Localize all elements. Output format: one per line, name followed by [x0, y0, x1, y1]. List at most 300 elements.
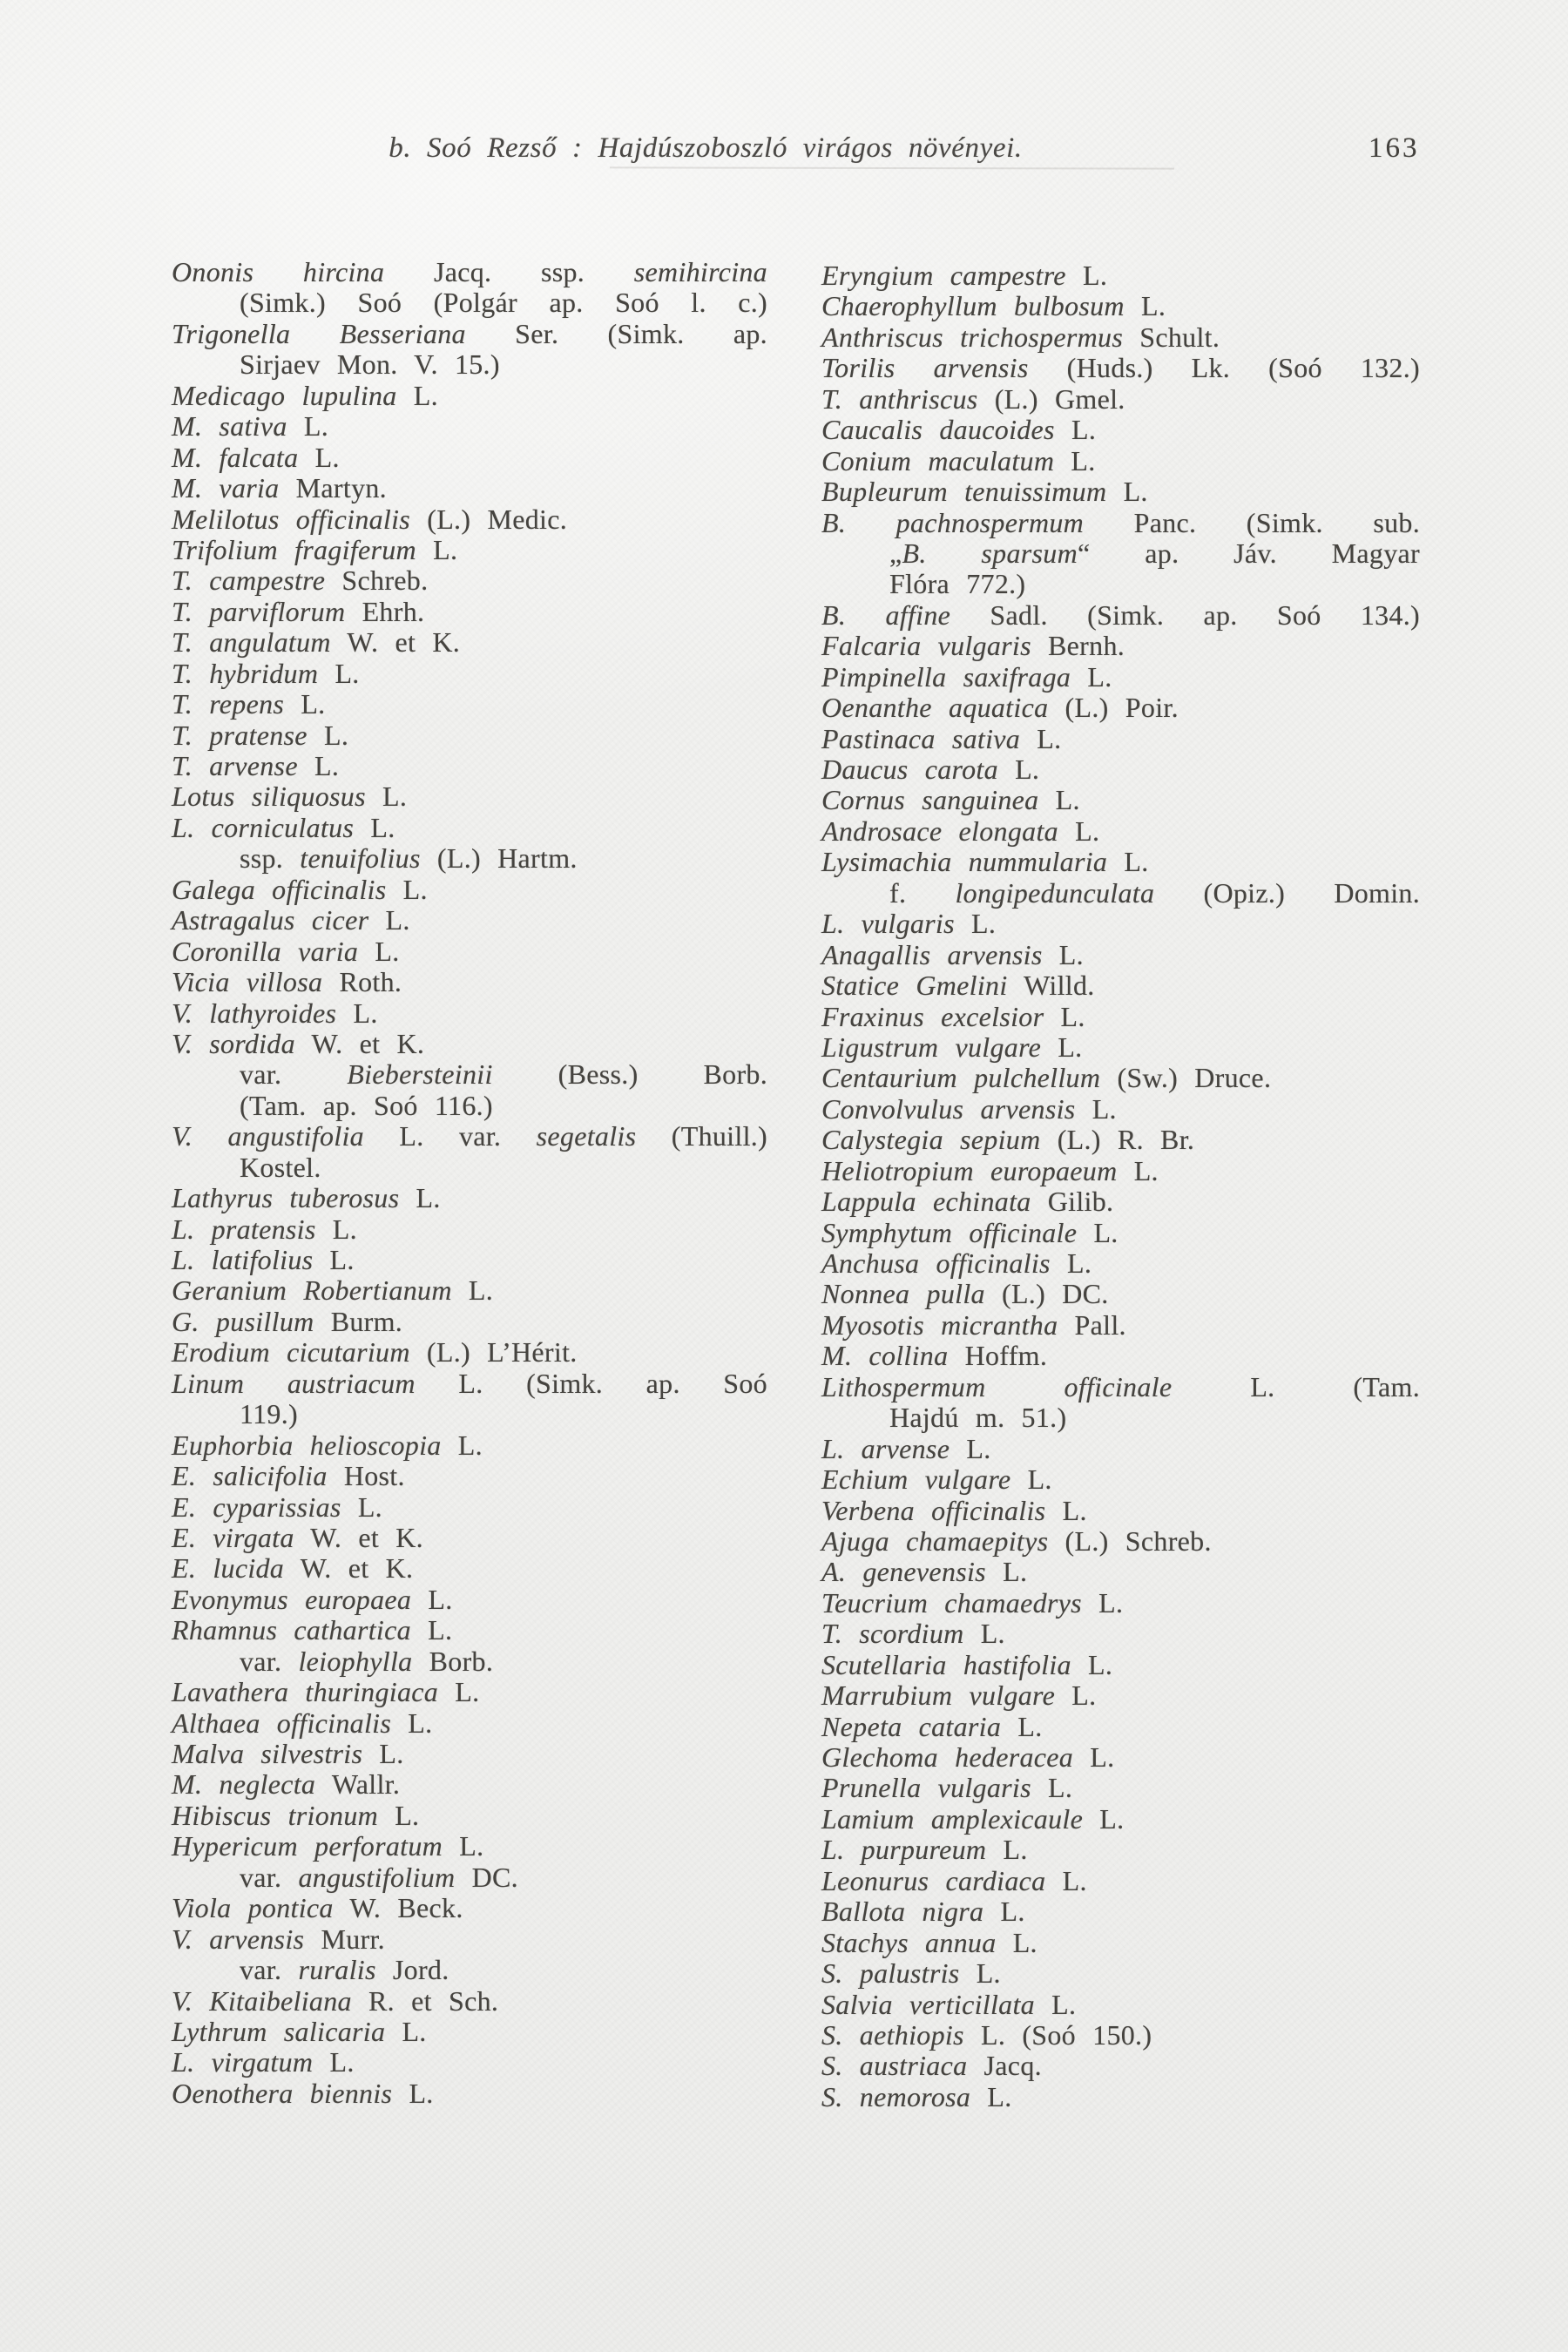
species-entry: [821, 1063, 1420, 1093]
author-citation-roman: (L.) Schreb.: [1048, 1524, 1212, 1557]
species-name-italic: Ajuga chamaepitys: [821, 1524, 1049, 1557]
species-entry: [821, 847, 1420, 877]
species-entry: [821, 2051, 1420, 2081]
species-name-italic: Torilis arvensis: [821, 352, 1029, 384]
species-name-italic: Heliotropium europaeum: [821, 1154, 1118, 1186]
species-name-italic: segetalis: [536, 1120, 637, 1152]
author-citation-roman: L.: [1075, 1092, 1117, 1125]
species-entry: [821, 2020, 1420, 2051]
species-entry: [172, 2047, 767, 2078]
species-entry: [821, 1218, 1420, 1248]
author-citation-roman: L.: [1073, 1741, 1115, 1773]
author-citation-roman: L.: [954, 908, 997, 940]
species-entry: [172, 659, 767, 689]
species-entry: [172, 689, 767, 720]
author-citation-roman: L.: [950, 1432, 991, 1464]
species-name-italic: Biebersteinii: [347, 1058, 493, 1091]
species-entry: [821, 569, 1420, 599]
species-entry: [821, 2082, 1420, 2112]
species-entry: [821, 353, 1420, 383]
species-name-italic: Myosotis micrantha: [821, 1308, 1058, 1341]
species-name-italic: T. campestre: [172, 564, 326, 597]
species-entry: [821, 446, 1420, 476]
species-name-italic: Rhamnus cathartica: [172, 1614, 411, 1646]
species-name-italic: E. virgata: [172, 1521, 294, 1553]
species-name-italic: Medicago lupulina: [172, 379, 397, 411]
author-citation-roman: L.: [1054, 414, 1097, 446]
species-name-italic: semihircina: [633, 256, 767, 287]
species-name-italic: Cornus sanguinea: [821, 784, 1039, 816]
species-name-italic: Lavathera thuringiaca: [172, 1676, 439, 1708]
species-entry: [821, 508, 1420, 538]
species-entry: [172, 1585, 767, 1615]
author-citation-roman: (Simk.) Soó (Polgár ap. Soó l. c.): [240, 287, 767, 319]
species-name-italic: A. genevensis: [821, 1556, 986, 1588]
species-entry: [172, 1461, 767, 1491]
author-citation-roman: L.: [365, 781, 408, 813]
species-name-italic: L. purpureum: [821, 1834, 987, 1866]
author-citation-roman: L.: [354, 811, 395, 843]
author-citation-roman: L.: [410, 1614, 453, 1646]
author-citation-roman: L.: [1124, 290, 1166, 322]
species-entry: [821, 415, 1420, 445]
species-name-italic: Lamium amplexicaule: [821, 1802, 1084, 1835]
species-entry: [821, 1125, 1420, 1155]
species-entry: [821, 476, 1420, 507]
author-citation-roman: Hajdú m. 51.): [889, 1402, 1067, 1434]
author-citation-roman: L.: [1038, 784, 1080, 816]
species-name-italic: B. affine: [821, 598, 951, 631]
author-citation-roman: Schult.: [1123, 321, 1220, 353]
author-citation-roman: L.: [1106, 476, 1148, 508]
species-entry: [821, 724, 1420, 754]
species-name-italic: Teucrium chamaedrys: [821, 1586, 1082, 1619]
species-entry: [172, 1677, 767, 1707]
author-citation-roman: Flóra 772.): [889, 568, 1026, 600]
species-entry: [172, 1091, 767, 1121]
species-entry: [821, 1896, 1420, 1927]
species-entry: [172, 349, 767, 380]
running-title: b. Soó Rezső : Hajdúszoboszló virágos növényei.: [389, 132, 1023, 164]
author-citation-roman: L.: [385, 2015, 427, 2047]
species-entry: [821, 1402, 1420, 1433]
species-name-italic: T. repens: [172, 688, 285, 720]
author-citation-roman: Jacq.: [967, 2050, 1042, 2082]
author-citation-roman: f.: [889, 876, 956, 909]
species-name-italic: Evonymus europaea: [172, 1583, 412, 1615]
page-number: 163: [1369, 132, 1420, 164]
author-citation-roman: L.: [970, 2080, 1012, 2112]
species-name-italic: Marrubium vulgare: [821, 1680, 1056, 1712]
species-entry: [172, 381, 767, 411]
author-citation-roman: L.: [997, 754, 1040, 785]
species-entry: [821, 291, 1420, 321]
species-entry: [821, 1650, 1420, 1680]
author-citation-roman: (L.) Medic.: [410, 503, 568, 535]
species-name-italic: V. Kitaibeliana: [172, 1984, 352, 2017]
species-entry: [821, 1557, 1420, 1587]
species-name-italic: Trifolium fragiferum: [172, 533, 416, 565]
species-name-italic: E. cyparissias: [172, 1490, 341, 1523]
author-citation-roman: L. (Soó 150.): [963, 2018, 1152, 2051]
species-name-italic: Lappula echinata: [821, 1186, 1031, 1218]
species-entry: [172, 1307, 767, 1337]
author-citation-roman: L.: [315, 1213, 357, 1245]
author-citation-roman: Jord.: [375, 1954, 449, 1986]
species-name-italic: T. hybridum: [172, 657, 319, 689]
species-name-italic: Leonurus cardiaca: [821, 1864, 1046, 1896]
species-entry: [172, 1183, 767, 1213]
author-citation-roman: (Opiz.) Domin.: [1154, 876, 1421, 909]
species-entry: [172, 411, 767, 442]
author-citation-roman: L.: [396, 379, 438, 411]
species-entry: [821, 754, 1420, 785]
species-name-italic: Conium maculatum: [821, 444, 1055, 476]
species-name-italic: Melilotus officinalis: [172, 503, 411, 535]
author-citation-roman: Roth.: [322, 966, 402, 998]
species-entry: [172, 1152, 767, 1183]
author-citation-roman: L.: [1045, 1864, 1087, 1896]
author-citation-roman: L.: [399, 1182, 441, 1214]
species-name-italic: Androsace elongata: [821, 814, 1058, 847]
author-citation-roman: L.: [287, 410, 329, 443]
species-name-italic: Calystegia sepium: [821, 1124, 1041, 1156]
species-name-italic: M. collina: [821, 1340, 949, 1372]
author-citation-roman: L.: [1117, 1154, 1159, 1186]
species-entry: [172, 1214, 767, 1245]
species-name-italic: Lotus siliquosus: [172, 781, 366, 813]
species-name-italic: B. sparsum: [902, 537, 1078, 569]
author-citation-roman: L.: [1042, 938, 1084, 970]
author-citation-roman: Host.: [327, 1460, 405, 1492]
species-entry: [172, 1029, 767, 1059]
species-name-italic: Nonnea pulla: [821, 1278, 985, 1310]
species-name-italic: Euphorbia helioscopia: [172, 1429, 442, 1461]
author-citation-roman: L.: [1041, 1031, 1083, 1063]
species-entry: [821, 1835, 1420, 1865]
species-entry: [172, 1553, 767, 1584]
species-name-italic: Galega officinalis: [172, 873, 387, 905]
species-entry: [172, 1769, 767, 1800]
species-name-italic: L. corniculatus: [172, 811, 355, 843]
author-citation-roman: L.: [378, 1799, 420, 1831]
author-citation-roman: L.: [451, 1274, 494, 1307]
species-name-italic: Anagallis arvensis: [821, 938, 1043, 970]
species-entry: [821, 600, 1420, 631]
author-citation-roman: var.: [240, 1058, 348, 1091]
species-entry: [172, 287, 767, 318]
author-citation-roman: (Tam. ap. Soó 116.): [240, 1089, 493, 1121]
author-citation-roman: L.: [1071, 1648, 1113, 1680]
species-name-italic: Malva silvestris: [172, 1738, 363, 1769]
species-list-left-column: [172, 257, 767, 2109]
author-citation-roman: L.: [443, 1830, 484, 1862]
species-entry: [172, 1399, 767, 1429]
species-name-italic: Erodium cicutarium: [172, 1336, 410, 1369]
author-citation-roman: var.: [240, 1645, 299, 1677]
header-underline-artifact: [610, 166, 1174, 169]
species-name-italic: Caucalis daucoides: [821, 414, 1055, 446]
author-citation-roman: “ ap. Jáv. Magyar: [1078, 537, 1420, 569]
species-entry: [821, 1742, 1420, 1773]
species-entry: [821, 1094, 1420, 1125]
species-entry: [821, 631, 1420, 661]
species-name-italic: S. nemorosa: [821, 2080, 971, 2112]
author-citation-roman: Burm.: [314, 1305, 403, 1337]
species-name-italic: Echium vulgare: [821, 1463, 1011, 1496]
author-citation-roman: Martyn.: [279, 472, 387, 504]
species-entry: [821, 1619, 1420, 1649]
species-name-italic: V. lathyroides: [172, 997, 337, 1029]
author-citation-roman: Schreb.: [325, 564, 429, 597]
author-citation-roman: „: [889, 537, 902, 569]
species-entry: [821, 1712, 1420, 1742]
species-name-italic: Pimpinella saxifraga: [821, 660, 1071, 693]
author-citation-roman: L.: [336, 997, 378, 1029]
species-name-italic: Salvia verticillata: [821, 1988, 1035, 2020]
author-citation-roman: L.: [318, 657, 360, 689]
species-entry: [821, 816, 1420, 847]
species-entry: [172, 2078, 767, 2109]
author-citation-roman: L.: [1001, 1710, 1043, 1742]
author-citation-roman: L.: [1055, 1680, 1097, 1712]
species-name-italic: Hypericum perforatum: [172, 1830, 443, 1862]
species-entry: [172, 1615, 767, 1646]
author-citation-roman: W. et K.: [294, 1027, 425, 1059]
species-name-italic: Verbena officinalis: [821, 1494, 1046, 1526]
species-entry: [172, 1646, 767, 1677]
species-entry: [821, 538, 1420, 569]
author-citation-roman: L.: [1020, 722, 1062, 754]
author-citation-roman: Jacq. ssp.: [384, 256, 634, 287]
author-citation-roman: L.: [341, 1490, 382, 1523]
species-entry: [821, 384, 1420, 415]
species-name-italic: V. arvensis: [172, 1923, 305, 1955]
author-citation-roman: L.: [441, 1429, 483, 1461]
author-citation-roman: (L.) DC.: [984, 1278, 1109, 1310]
author-citation-roman: W. Beck.: [333, 1892, 463, 1924]
author-citation-roman: L.: [1058, 814, 1100, 847]
species-name-italic: Scutellaria hastifolia: [821, 1648, 1071, 1680]
author-citation-roman: Ser. (Simk. ap.: [465, 317, 767, 349]
species-entry: [821, 1680, 1420, 1711]
species-name-italic: leiophylla: [298, 1645, 413, 1677]
author-citation-roman: L.: [996, 1926, 1037, 1958]
author-citation-roman: (L.) Gmel.: [977, 382, 1125, 415]
species-name-italic: Ballota nigra: [821, 1896, 984, 1928]
species-name-italic: L. vulgaris: [821, 908, 955, 940]
author-citation-roman: (Huds.) Lk. (Soó 132.): [1028, 352, 1420, 384]
species-name-italic: T. pratense: [172, 719, 308, 751]
species-name-italic: Centaurium pulchellum: [821, 1062, 1101, 1094]
author-citation-roman: ssp.: [240, 842, 301, 875]
author-citation-roman: Ehrh.: [345, 595, 425, 627]
author-citation-roman: L.: [362, 1738, 404, 1769]
species-entry: [172, 1986, 767, 2017]
author-citation-roman: Pall.: [1058, 1308, 1126, 1341]
species-name-italic: Eryngium campestre: [821, 260, 1066, 291]
species-name-italic: L. virgatum: [172, 2046, 314, 2078]
author-citation-roman: Wallr.: [315, 1768, 401, 1801]
species-name-italic: angustifolium: [298, 1861, 456, 1893]
species-name-italic: Convolvulus arvensis: [821, 1092, 1076, 1125]
species-name-italic: T. scordium: [821, 1618, 964, 1650]
species-name-italic: S. austriaca: [821, 2050, 968, 2082]
author-citation-roman: L.: [386, 873, 428, 905]
species-name-italic: Althaea officinalis: [172, 1707, 392, 1739]
species-name-italic: T. angulatum: [172, 626, 331, 659]
author-citation-roman: Kostel.: [240, 1151, 321, 1183]
author-citation-roman: L.: [983, 1896, 1025, 1928]
species-name-italic: Trigonella Besseriana: [172, 317, 466, 349]
author-citation-roman: L.: [298, 441, 340, 473]
species-name-italic: Nepeta cataria: [821, 1710, 1002, 1742]
species-name-italic: M. neglecta: [172, 1768, 316, 1801]
author-citation-roman: L.: [1107, 846, 1149, 878]
species-name-italic: Ononis hircina: [172, 256, 385, 287]
species-entry: [172, 504, 767, 535]
species-entry: [172, 1430, 767, 1461]
author-citation-roman: L.: [1065, 260, 1108, 291]
species-name-italic: Prunella vulgaris: [821, 1772, 1031, 1804]
species-entry: [172, 2017, 767, 2047]
species-name-italic: E. lucida: [172, 1552, 285, 1585]
species-entry: [172, 535, 767, 565]
species-name-italic: T. arvense: [172, 750, 298, 781]
author-citation-roman: L. (Simk. ap. Soó: [415, 1367, 767, 1399]
species-entry: [172, 627, 767, 658]
species-name-italic: Anthriscus trichospermus: [821, 321, 1124, 353]
author-citation-roman: L.: [1050, 1247, 1092, 1279]
author-citation-roman: L.: [391, 1707, 433, 1739]
species-name-italic: Fraxinus excelsior: [821, 1000, 1044, 1032]
author-citation-roman: L.: [1034, 1988, 1077, 2020]
species-entry: [821, 1341, 1420, 1371]
author-citation-roman: var.: [240, 1861, 299, 1893]
species-name-italic: M. sativa: [172, 410, 287, 443]
species-name-italic: Coronilla varia: [172, 935, 359, 967]
species-name-italic: E. salicifolia: [172, 1460, 328, 1492]
author-citation-roman: (L.) Poir.: [1048, 692, 1179, 724]
author-citation-roman: L.: [963, 1618, 1005, 1650]
species-entry: [821, 1804, 1420, 1835]
author-citation-roman: L.: [1071, 660, 1112, 693]
species-name-italic: Daucus carota: [821, 754, 998, 785]
species-entry: [821, 1990, 1420, 2020]
species-name-italic: L. arvense: [821, 1432, 950, 1464]
species-entry: [172, 1955, 767, 1985]
species-name-italic: Symphytum officinale: [821, 1216, 1078, 1248]
author-citation-roman: L.: [416, 533, 458, 565]
species-name-italic: Lythrum salicaria: [172, 2015, 386, 2047]
species-name-italic: T. parviflorum: [172, 595, 346, 627]
species-entry: [821, 940, 1420, 970]
species-name-italic: Hibiscus trionum: [172, 1799, 379, 1831]
species-entry: [821, 909, 1420, 939]
species-entry: [821, 1186, 1420, 1217]
author-citation-roman: L.: [307, 719, 349, 751]
species-entry: [172, 1245, 767, 1275]
species-entry: [821, 1496, 1420, 1526]
species-name-italic: Viola pontica: [172, 1892, 334, 1924]
species-name-italic: V. angustifolia: [172, 1120, 364, 1152]
species-entry: [172, 1523, 767, 1553]
species-entry: [821, 1526, 1420, 1557]
species-entry: [821, 1248, 1420, 1279]
species-entry: [821, 1372, 1420, 1402]
author-citation-roman: Gilib.: [1031, 1186, 1114, 1218]
species-entry: [172, 443, 767, 473]
species-entry: [172, 257, 767, 287]
author-citation-roman: DC.: [455, 1861, 518, 1893]
author-citation-roman: L.: [1044, 1000, 1085, 1032]
species-entry: [172, 936, 767, 967]
species-name-italic: Oenothera biennis: [172, 2077, 393, 2109]
species-entry: [821, 1156, 1420, 1186]
species-entry: [821, 260, 1420, 291]
author-citation-roman: L.: [284, 688, 326, 720]
species-name-italic: tenuifolius: [300, 842, 421, 875]
species-entry: [172, 319, 767, 349]
species-name-italic: Ligustrum vulgare: [821, 1031, 1042, 1063]
species-name-italic: Geranium Robertianum: [172, 1274, 452, 1307]
author-citation-roman: (Sw.) Druce.: [1100, 1062, 1272, 1094]
species-entry: [172, 1862, 767, 1893]
species-entry: [172, 998, 767, 1029]
species-name-italic: Stachys annua: [821, 1926, 997, 1958]
author-citation-roman: L.: [313, 1244, 355, 1275]
author-citation-roman: L. (Tam.: [1172, 1370, 1420, 1402]
species-name-italic: S. aethiopis: [821, 2018, 964, 2051]
author-citation-roman: L.: [1031, 1772, 1073, 1804]
author-citation-roman: Panc. (Simk. sub.: [1084, 506, 1420, 538]
species-entry: [821, 1928, 1420, 1958]
author-citation-roman: W. et K.: [284, 1552, 414, 1585]
species-name-italic: B. pachnospermum: [821, 506, 1085, 538]
species-entry: [172, 1831, 767, 1862]
species-entry: [821, 1773, 1420, 1803]
species-entry: [821, 785, 1420, 815]
species-name-italic: Lithospermum officinale: [821, 1370, 1173, 1402]
species-entry: [172, 597, 767, 627]
species-entry: [172, 1492, 767, 1523]
author-citation-roman: L.: [1010, 1463, 1052, 1496]
species-entry: [821, 878, 1420, 909]
author-citation-roman: (L.) R. Br.: [1040, 1124, 1195, 1156]
species-name-italic: Statice Gmelini: [821, 970, 1008, 1002]
species-list-right-column: [821, 260, 1420, 2112]
author-citation-roman: L.: [1077, 1216, 1119, 1248]
author-citation-roman: Hoffm.: [948, 1340, 1048, 1372]
species-entry: [172, 720, 767, 751]
author-citation-roman: L.: [438, 1676, 480, 1708]
species-name-italic: Anchusa officinalis: [821, 1247, 1051, 1279]
species-entry: [172, 843, 767, 874]
author-citation-roman: (L.) Hartm.: [420, 842, 578, 875]
author-citation-roman: Bernh.: [1031, 630, 1125, 662]
species-name-italic: Chaerophyllum bulbosum: [821, 290, 1125, 322]
author-citation-roman: Willd.: [1007, 970, 1095, 1002]
author-citation-roman: Borb.: [412, 1645, 494, 1677]
author-citation-roman: L.: [986, 1834, 1028, 1866]
species-name-italic: L. latifolius: [172, 1244, 314, 1275]
author-citation-roman: L.: [368, 904, 410, 936]
species-name-italic: Lysimachia nummularia: [821, 846, 1108, 878]
species-entry: [172, 1893, 767, 1923]
species-name-italic: L. pratensis: [172, 1213, 316, 1245]
author-citation-roman: L.: [313, 2046, 355, 2078]
species-entry: [172, 1739, 767, 1769]
